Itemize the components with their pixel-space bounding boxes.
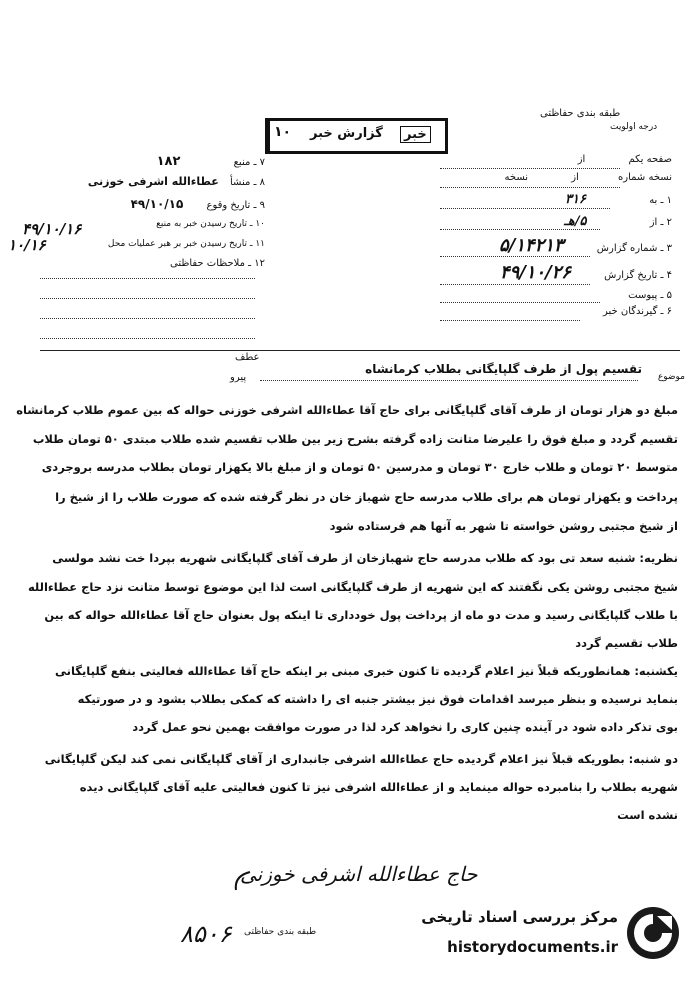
body-line-8: با طلاب گلپایگانی رسید و مدت دو ماه از پرداخت پول خودداری تا اینکه پول بعنوان حاج آقا عطاءالله حواله که بین [44, 608, 678, 622]
field-to: ۱ ـ به ۳۱۶ [565, 192, 672, 207]
subject-text: تقسیم پول از طرف گلپایگانی بطلاب کرمانشاه [365, 362, 642, 376]
field-received-by-source: ۱۰ ـ تاریخ رسیدن خبر به منبع [156, 219, 265, 229]
field-occurrence-date: ۹ ـ تاریخ وقوع ۴۹/۱۰/۱۵ [130, 197, 265, 211]
archive-logo-icon [624, 904, 682, 962]
report-stamp [265, 118, 448, 154]
priority-label: درجه اولویت [610, 122, 658, 132]
field-report-number: ۳ ـ شماره گزارش ۵/۱۴۲۱۳ [499, 235, 672, 256]
field-page: صفحه یکم از [577, 154, 672, 165]
body-line-1: مبلغ دو هزار تومان از طرف آقای گلپایگانی برای حاج آقا عطاءالله اشرفی خوزنی حواله که بین عموم طلاب کرمانشاه [16, 403, 678, 417]
stamp-text: گزارش خبر [310, 126, 383, 141]
field-received-by-ops: ۱۱ ـ تاریخ رسیدن خبر بر هبر عملیات محل [107, 239, 265, 249]
stamp-prefix: خبر [400, 126, 431, 143]
body-line-7: شیخ مجتبی روشن یکی نگفتند که این شهریه از طرف گلپایگانی است لذا این موضوع توسط متانت نزد حاج عطاءالله [27, 580, 678, 594]
body-line-2: تقسیم گردد و مبلغ فوق را علیرضا متانت زاده گرفته بشرح زیر بین طلاب تقسیم شده طلاب مبتدی ۵۰ تومان طلاب [32, 432, 678, 446]
stamp-number: ۱۰ [274, 124, 292, 140]
body-line-6: نظریه: شنبه سعد تی بود که طلاب مدرسه حاج شهبازخان از طرف آقای گلپایگانی شهریه بپردا خت نشد مولسی [52, 551, 678, 565]
label-peyro: پیرو [230, 372, 247, 383]
body-line-11: بنماید نرسیده و بنظر میرسد اقدامات فوق نیز بیشتر جنبه ای را داشته که کمکی بطلاب بشود و در صورتیکه [77, 692, 678, 706]
body-line-3: متوسط ۲۰ تومان و طلاب خارج ۳۰ تومان و مدرسین ۵۰ تومان و از مبلغ بالا یکهزار تومان بطلاب مدرسه بروجردی [41, 460, 678, 474]
classification-top: طبقه بندی حفاظتی [540, 108, 621, 119]
field-from: ۲ ـ از ۵/هـ [564, 214, 672, 229]
field-origin: ۸ ـ منشأ عطاءالله اشرفی خوزنی [87, 175, 265, 188]
field-report-date: ۴ ـ تاریخ گزارش ۴۹/۱۰/۲۶ [499, 262, 672, 283]
watermark-url: historydocuments.ir [447, 938, 618, 956]
watermark-title: مرکز بررسی اسناد تاریخی [421, 908, 618, 926]
body-line-4: پرداخت و یکهزار تومان هم برای طلاب مدرسه حاج شهباز خان در نظر گرفته شده که صورت طلاب را از شیخ را [55, 490, 678, 504]
field-recipients: ۶ ـ گیرندگان خبر [602, 306, 672, 317]
body-line-14: شهریه بطلاب را بنامبرده حواله مینماید و از عطاءالله اشرفی نیز تا کنون فعالیتی علیه آقای گلپایگانی دیده [79, 780, 678, 794]
signature-flourish-icon [230, 870, 254, 894]
label-atf: عطف [235, 352, 260, 363]
body-line-13: دو شنبه: بطوریکه قبلاً نیز اعلام گردیده حاج عطاءالله اشرفی جانبداری از آقای گلپایگانی نمی کند لیکن گلپایگانی [44, 752, 678, 766]
field-security-notes: ۱۲ ـ ملاحظات حفاظتی [170, 258, 265, 269]
body-line-9: طلاب تقسیم گردد [575, 636, 678, 650]
body-line-10: یکشنبه: همانطوریکه قبلاً نیز اعلام گردیده تا کنون خبری مبنی بر اینکه حاج آقا عطاءالله فعالیتی بنفع گلپایگانی [55, 664, 678, 678]
footer-doc-number: ۸۵۰۶ [180, 920, 232, 948]
field-copy: نسخه شماره از نسخه [504, 172, 672, 183]
received-by-source-value: ۴۹/۱۰/۱۶ [22, 220, 82, 238]
signature: حاج عطاءالله اشرفی خوزنی [240, 862, 478, 886]
body-line-12: بوی تذکر داده شود در آینده چنین کاری را نخواهد کرد لذا در صورت موافقت بهمین نحو عمل گردد [132, 720, 678, 734]
field-attachment: ۵ ـ پیوست [628, 290, 672, 301]
body-line-5: از شیخ مجتبی روشن خواسته تا شهر به آنها هم فرستاده شود [329, 519, 678, 533]
received-by-ops-value: ۱۰/۱۶ [8, 236, 46, 254]
subject-label: موضوع [657, 372, 685, 382]
body-line-15: نشده است [617, 808, 678, 822]
field-source: ۷ ـ منبع ۱۸۲ [156, 154, 265, 169]
watermark [421, 900, 682, 970]
classification-bottom: طبقه بندی حفاظتی [244, 927, 317, 937]
